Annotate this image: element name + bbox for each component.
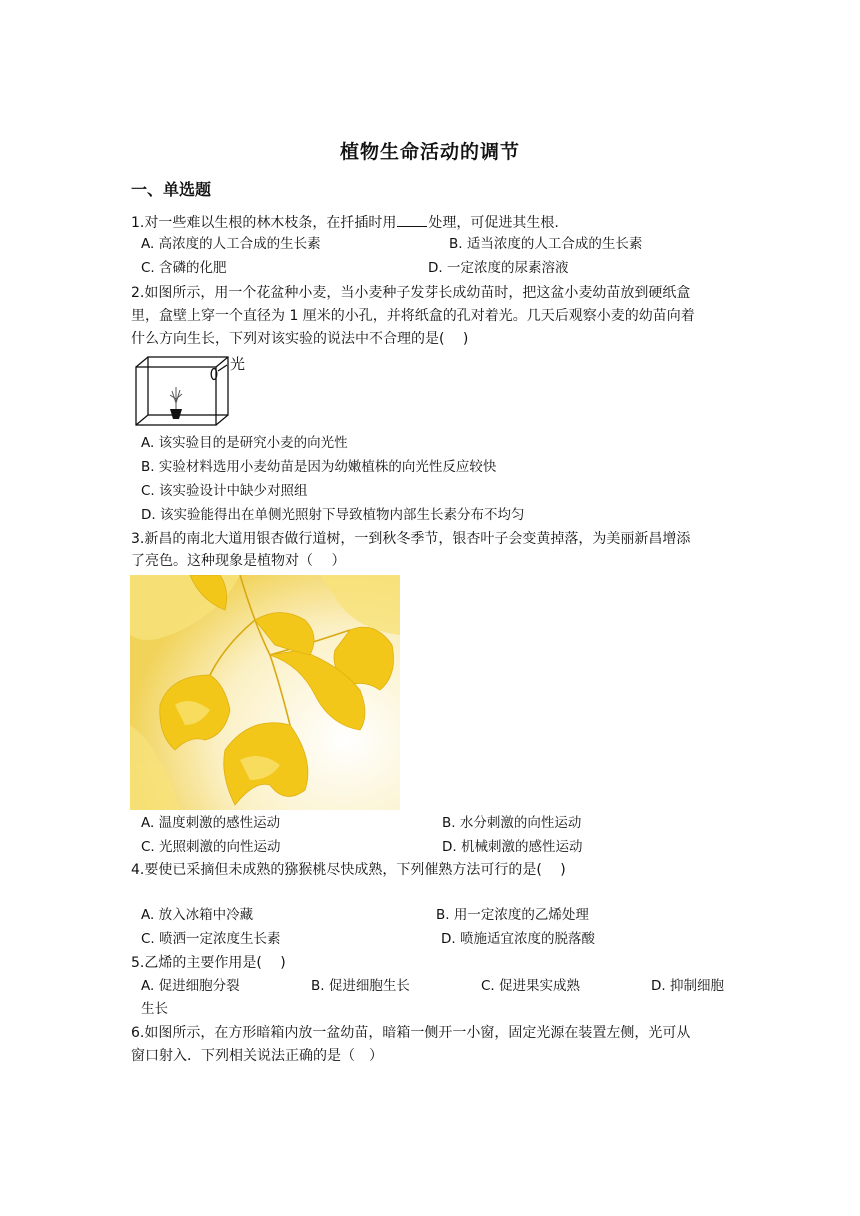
q1-option-c: C. 含磷的化肥	[141, 260, 227, 276]
answer-blank	[397, 212, 427, 227]
q3-option-a: A. 温度刺激的感性运动	[141, 815, 281, 831]
question-3-line-1: 3.新昌的南北大道用银杏做行道树，一到秋冬季节，银杏叶子会变黄掉落，为美丽新昌增添	[131, 531, 691, 547]
page-title: 植物生命活动的调节	[339, 141, 520, 163]
q2-option-d: D. 该实验能得出在单侧光照射下导致植物内部生长素分布不均匀	[141, 507, 525, 523]
question-4: 4.要使已采摘但未成熟的猕猴桃尽快成熟，下列催熟方法可行的是( )	[131, 862, 566, 878]
q2-option-a: A. 该实验目的是研究小麦的向光性	[141, 435, 348, 451]
question-6-line-2: 窗口射入．下列相关说法正确的是（ ）	[131, 1048, 383, 1064]
question-2-line-3: 什么方向生长，下列对该实验的说法中不合理的是( )	[131, 331, 469, 347]
light-label: 光	[230, 355, 246, 373]
seedling-icon	[170, 387, 182, 419]
q2-option-c: C. 该实验设计中缺少对照组	[141, 483, 308, 499]
q5-option-d-wrap: 生长	[141, 1001, 168, 1017]
q4-option-d: D. 喷施适宜浓度的脱落酸	[441, 931, 595, 947]
q3-option-d: D. 机械刺激的感性运动	[442, 839, 583, 855]
q5-option-a: A. 促进细胞分裂	[141, 978, 240, 994]
q1-option-d: D. 一定浓度的尿素溶液	[428, 260, 569, 276]
question-2-line-1: 2.如图所示，用一个花盆种小麦，当小麦种子发芽长成幼苗时，把这盆小麦幼苗放到硬纸盒	[131, 285, 691, 301]
question-2-line-2: 里，盒壁上穿一个直径为 1 厘米的小孔，并将纸盒的孔对着光。几天后观察小麦的幼苗向着	[131, 308, 695, 324]
question-1	[131, 212, 559, 233]
question-6-line-1: 6.如图所示，在方形暗箱内放一盆幼苗，暗箱一侧开一小窗，固定光源在装置左侧，光可从	[131, 1025, 691, 1041]
q1-option-a: A. 高浓度的人工合成的生长素	[141, 236, 321, 252]
q5-option-d: D. 抑制细胞	[651, 978, 724, 994]
q2-option-b: B. 实验材料选用小麦幼苗是因为幼嫩植株的向光性反应较快	[141, 459, 497, 475]
section-heading: 一、单选题	[131, 180, 212, 199]
q4-option-b: B. 用一定浓度的乙烯处理	[436, 907, 589, 923]
question-5: 5.乙烯的主要作用是( )	[131, 955, 286, 971]
ginkgo-leaves-photo	[130, 575, 400, 810]
light-box-diagram	[132, 353, 247, 429]
q3-option-c: C. 光照刺激的向性运动	[141, 839, 281, 855]
q5-option-b: B. 促进细胞生长	[311, 978, 410, 994]
q3-option-b: B. 水分刺激的向性运动	[442, 815, 582, 831]
question-1-text-b: 处理，可促进其生根.	[428, 215, 559, 231]
q1-option-b: B. 适当浓度的人工合成的生长素	[449, 236, 643, 252]
question-3-line-2: 了亮色。这种现象是植物对（ ）	[131, 553, 346, 569]
q4-option-a: A. 放入冰箱中冷藏	[141, 907, 254, 923]
q4-option-c: C. 喷洒一定浓度生长素	[141, 931, 281, 947]
question-1-text-a: 1.对一些难以生根的林木枝条，在扦插时用	[131, 215, 397, 231]
q5-option-c: C. 促进果实成熟	[481, 978, 581, 994]
